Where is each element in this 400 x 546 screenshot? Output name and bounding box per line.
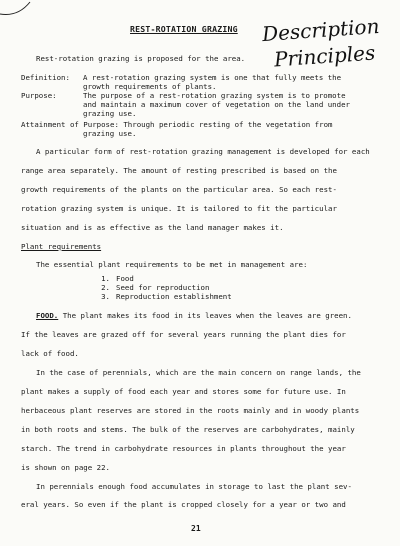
list-item-text: Seed for reproduction	[116, 283, 210, 292]
scan-corner-mark	[0, 0, 40, 40]
food-term: FOOD.	[36, 311, 59, 320]
para1-line-5: situation and is as effective as the land manager makes it.	[21, 223, 284, 232]
attainment-line-2: grazing use.	[83, 129, 137, 138]
definition-block	[21, 73, 341, 82]
attainment-block	[21, 120, 332, 129]
intro-sentence: Rest-rotation grazing is proposed for the area.	[36, 54, 246, 63]
para1-line-2: range area separately. The amount of resting prescribed is based on the	[21, 166, 337, 175]
list-item-number: 3.	[101, 292, 110, 301]
list-item-text: Reproduction establishment	[116, 292, 232, 301]
list-item	[98, 292, 232, 301]
section-heading: Plant requirements	[21, 242, 102, 251]
para3-line-3: herbaceous plant reserves are stored in the roots mainly and in woody plants	[21, 406, 360, 415]
para3-line-2: plant makes a supply of food each year and stores some for future use. In	[21, 387, 346, 396]
list-item	[98, 274, 134, 283]
list-item-number: 1.	[101, 274, 110, 283]
requirements-intro: The essential plant requirements to be met in management are:	[36, 260, 308, 269]
para1-line-4: rotation grazing system is unique. It is tailored to fit the particular	[21, 204, 337, 213]
purpose-line-2: and maintain a maximum cover of vegetation on the land under	[83, 100, 350, 109]
purpose-label: Purpose:	[21, 91, 57, 100]
purpose-line-3: grazing use.	[83, 109, 137, 118]
food-text-1: The plant makes its food in its leaves when the leaves are green.	[62, 311, 352, 320]
para3-line-6: is shown on page 22.	[21, 463, 110, 472]
definition-line-1: A rest-rotation grazing system is one that fully meets the	[83, 73, 342, 82]
para3-line-1: In the case of perennials, which are the main concern on range lands, the	[36, 368, 361, 377]
attainment-label: Attainment of Purpose:	[21, 120, 119, 129]
list-item-text: Food	[116, 274, 134, 283]
para4-line-2: eral years. So even if the plant is cropped closely for a year or two and	[21, 500, 346, 509]
attainment-line-1: Through periodic resting of the vegetation from	[123, 120, 333, 129]
list-item-number: 2.	[101, 283, 110, 292]
food-para-line-2: If the leaves are grazed off for several years running the plant dies for	[21, 330, 346, 339]
handwritten-annotation-line2: Principles	[273, 40, 376, 72]
para1-line-1: A particular form of rest-rotation grazing management is developed for each	[36, 147, 370, 156]
para4-line-1: In perennials enough food accumulates in storage to last the plant sev-	[36, 482, 352, 491]
list-item	[98, 283, 209, 292]
purpose-line-1: The purpose of a rest-rotation grazing system is to promote	[83, 91, 346, 100]
handwritten-annotation-line1: Description	[261, 13, 381, 47]
para3-line-5: starch. The trend in carbohydrate resources in plants throughout the year	[21, 444, 346, 453]
food-para-line-3: lack of food.	[21, 349, 79, 358]
food-para-line-1	[36, 311, 352, 320]
purpose-block	[21, 91, 346, 100]
page-number: 21	[191, 524, 201, 533]
definition-line-2: growth requirements of plants.	[83, 82, 217, 91]
para3-line-4: in both roots and stems. The bulk of the reserves are carbohydrates, mainly	[21, 425, 355, 434]
page-title: REST-ROTATION GRAZING	[130, 24, 238, 34]
definition-label: Definition:	[21, 73, 70, 82]
para1-line-3: growth requirements of the plants on the particular area. So each rest-	[21, 185, 337, 194]
